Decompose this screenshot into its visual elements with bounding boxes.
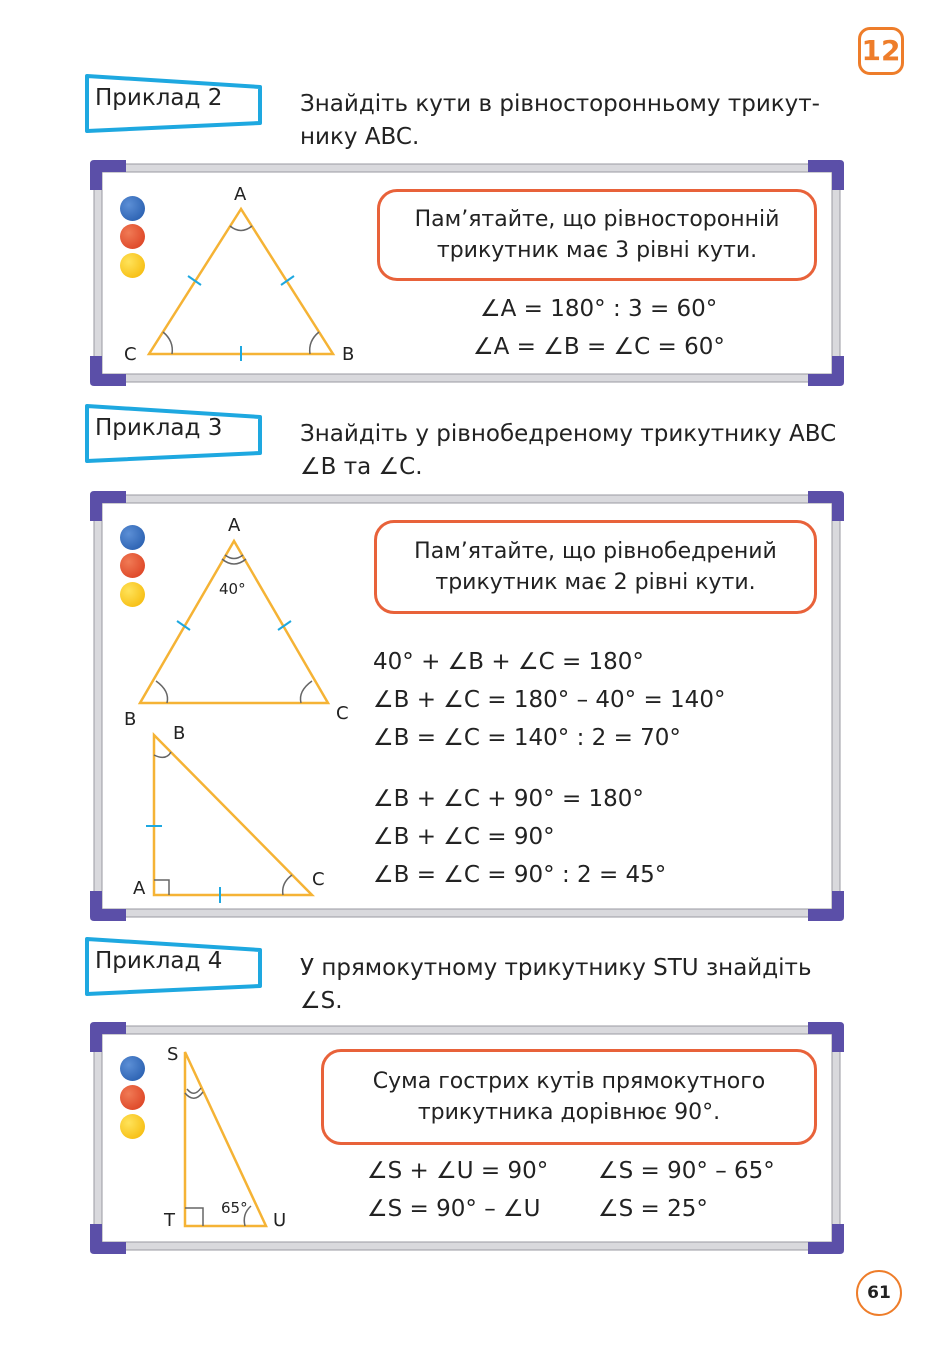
- example-task-2: Знайдіть кути в рівносторонньому трикут-нику ABC.: [300, 91, 820, 150]
- board-example-2: [86, 156, 848, 390]
- vertex-label: C: [336, 703, 349, 724]
- example-label-2: [84, 73, 264, 135]
- board-example-4: [86, 1018, 848, 1258]
- equation: ∠S + ∠U = 90°: [367, 1158, 549, 1184]
- example-label-text: Приклад 3: [95, 415, 223, 441]
- example-task-4: У прямокутному трикутнику STU знайдіть ∠S.: [300, 955, 812, 1014]
- reminder-note: Пам’ятайте, що рівнобедрений трикутник має 2 рівні кути.: [374, 520, 817, 614]
- example-label-4: [84, 936, 264, 998]
- equation: ∠S = 90° – 65°: [598, 1158, 775, 1184]
- equation: ∠S = 25°: [598, 1196, 708, 1222]
- equation: ∠B + ∠C + 90° = 180°: [373, 786, 644, 812]
- reminder-note: Пам’ятайте, що рівносторонній трикутник має 3 рівні кути.: [377, 189, 817, 281]
- equation: ∠B = ∠C = 140° : 2 = 70°: [373, 725, 681, 751]
- vertex-label: C: [124, 344, 137, 365]
- example-label-text: Приклад 4: [95, 948, 223, 974]
- red-dot-icon: [120, 1085, 145, 1110]
- reminder-note: Сума гострих кутів прямокутного трикутника дорівнює 90°.: [321, 1049, 817, 1145]
- vertex-label: U: [273, 1210, 287, 1231]
- board-example-3: [86, 487, 848, 925]
- equation: ∠A = ∠B = ∠C = 60°: [473, 334, 725, 360]
- blue-dot-icon: [120, 1056, 145, 1081]
- vertex-label: B: [124, 709, 137, 730]
- page-number: 61: [856, 1270, 902, 1316]
- equation: ∠B + ∠C = 180° – 40° = 140°: [373, 687, 726, 713]
- equation: 40° + ∠B + ∠C = 180°: [373, 649, 644, 675]
- vertex-label: A: [234, 184, 247, 205]
- example-label-3: [84, 403, 264, 465]
- yellow-dot-icon: [120, 1114, 145, 1139]
- equation: ∠B = ∠C = 90° : 2 = 45°: [373, 862, 667, 888]
- example-task-3: Знайдіть у рівнобедреному трикутнику ABC ∠B та ∠C.: [300, 421, 837, 480]
- equation: ∠S = 90° – ∠U: [367, 1196, 541, 1222]
- right-isosceles-triangle: [146, 729, 321, 904]
- vertex-label: T: [164, 1210, 175, 1231]
- vertex-label: S: [167, 1044, 179, 1065]
- angle-label: 65°: [221, 1199, 248, 1217]
- example-label-text: Приклад 2: [95, 85, 223, 111]
- vertex-label: A: [228, 515, 241, 536]
- chapter-badge: 12: [858, 27, 904, 75]
- isosceles-triangle: [134, 535, 339, 710]
- vertex-label: B: [342, 344, 355, 365]
- angle-label: 40°: [219, 580, 246, 598]
- equation: ∠A = 180° : 3 = 60°: [480, 296, 718, 322]
- vertex-label: C: [312, 869, 325, 890]
- equilateral-triangle: [141, 201, 351, 361]
- vertex-label: B: [173, 723, 186, 744]
- vertex-label: A: [133, 878, 146, 899]
- equation: ∠B + ∠C = 90°: [373, 824, 555, 850]
